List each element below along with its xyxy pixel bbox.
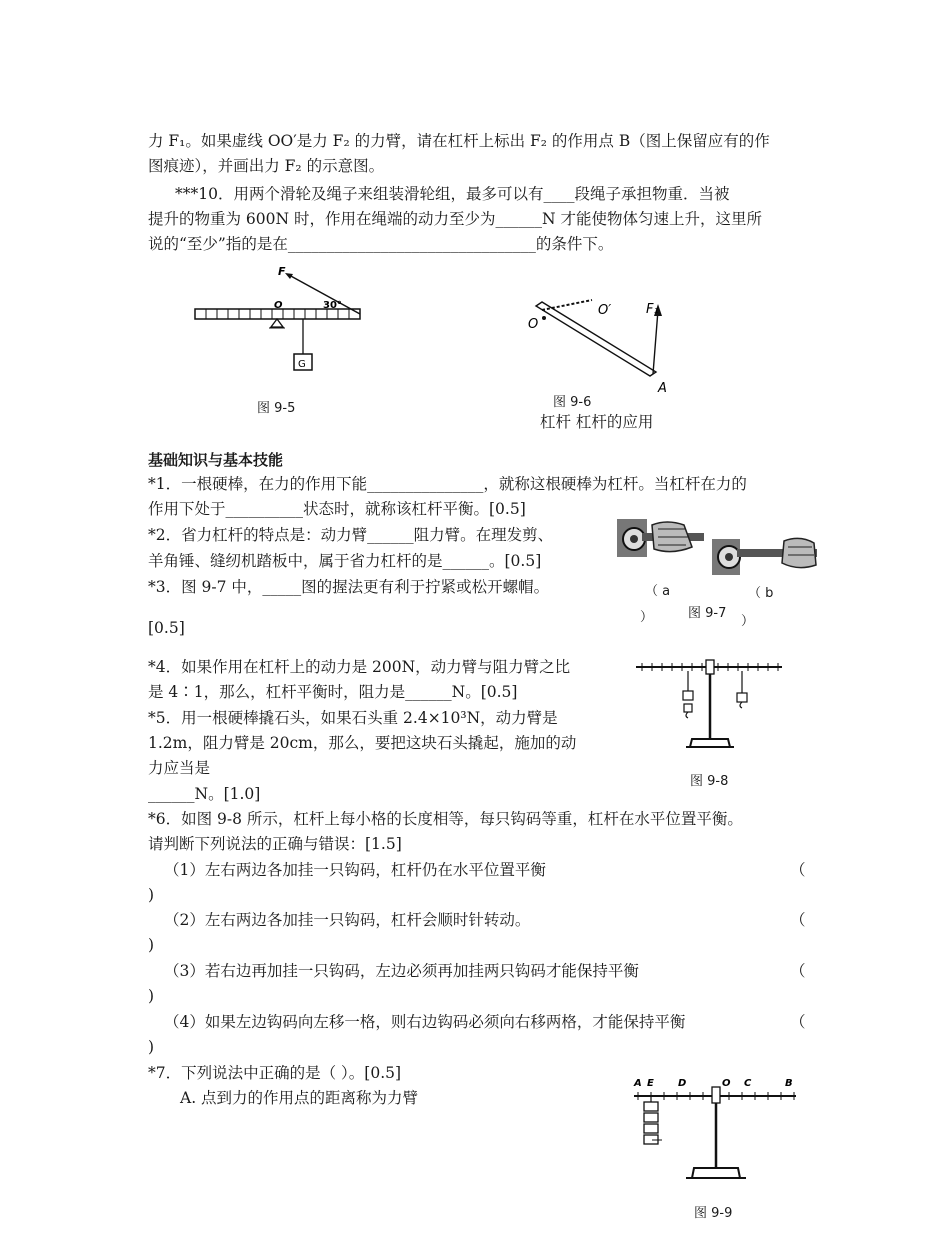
answer-paren-close: ) <box>148 1038 155 1056</box>
question-3: *3．图 9-7 中，_____图的握法更有利于拧紧或松开螺帽。 <box>148 578 550 596</box>
text-line: [0.5] <box>148 619 185 637</box>
text-line: 说的“至少”指的是在________________________________的条件下。 <box>148 235 614 253</box>
figure-caption: 图 9-6 <box>553 395 592 410</box>
angle-label: 30° <box>323 300 342 311</box>
figure-caption: 图 9-5 <box>257 401 296 416</box>
question-4: *4．如果作用在杠杆上的动力是 200N，动力臂与阻力臂之比 <box>148 658 571 676</box>
figure-caption: 图 9-9 <box>694 1206 733 1221</box>
figure-label-b: （ b <box>748 586 774 601</box>
figure-9-6-lever <box>522 288 672 398</box>
point-label-c: C <box>744 1078 752 1089</box>
figure-9-7-wrenches <box>612 515 824 579</box>
statement-item: （4）如果左边钩码向左移一格，则右边钩码必须向右移两格，才能保持平衡 <box>164 1013 686 1031</box>
text-line: 请判断下列说法的正确与错误：[1.5] <box>148 835 402 853</box>
text-line: 1.2m，阻力臂是 20cm，那么，要把这块石头撬起，施加的动 <box>148 734 577 752</box>
statement-item: （1）左右两边各加挂一只钩码，杠杆仍在水平位置平衡 <box>164 861 546 879</box>
answer-paren-close: ) <box>148 886 155 904</box>
text-line: 提升的物重为 600N 时，作用在绳端的动力至少为______N 才能使物体匀速上升，这里所 <box>148 210 762 228</box>
figure-label-a: （ a <box>645 584 671 599</box>
answer-paren-open: （ <box>790 962 806 980</box>
figure-caption: 图 9-7 <box>688 606 727 621</box>
question-2: *2．省力杠杆的特点是：动力臂______阻力臂。在理发剪、 <box>148 526 554 544</box>
question-5: *5．用一根硬棒撬石头，如果石头重 2.4×10³N，动力臂是 <box>148 709 558 727</box>
answer-paren-close: ) <box>148 936 155 954</box>
figure-9-8-balance-lever <box>632 655 787 755</box>
section-heading: 基础知识与基本技能 <box>148 451 284 469</box>
weight-label: G <box>298 359 306 370</box>
question-10: ***10．用两个滑轮及绳子来组装滑轮组，最多可以有____段绳子承担物重．当被 <box>175 185 730 203</box>
point-label-b: B <box>785 1078 793 1089</box>
question-1: *1．一根硬棒，在力的作用下能_______________，就称这根硬棒为杠杆。当杠杆在力的 <box>148 475 747 493</box>
answer-paren-open: （ <box>790 1013 806 1031</box>
point-label-d: D <box>678 1078 687 1089</box>
text-line: 力 F₁。如果虚线 OO′是力 F₂ 的力臂，请在杠杆上标出 F₂ 的作用点 B（图上保留应有的作 <box>148 132 770 150</box>
figure-9-5-lever <box>185 262 365 377</box>
arm-end-label: O′ <box>598 303 612 318</box>
figure-caption: 图 9-8 <box>690 774 729 789</box>
pivot-label: O <box>274 300 283 311</box>
question-7: *7．下列说法中正确的是（ ）。[0.5] <box>148 1064 402 1082</box>
point-label-o: O <box>722 1078 731 1089</box>
text-line: ______N。[1.0] <box>148 785 261 803</box>
text-line: 羊角锤、缝纫机踏板中，属于省力杠杆的是______。[0.5] <box>148 552 542 570</box>
figure-label-b-close: ） <box>741 614 755 629</box>
answer-paren-open: （ <box>790 861 806 879</box>
figure-9-9-lever <box>630 1072 802 1184</box>
text-line: 图痕迹），并画出力 F₂ 的示意图。 <box>148 157 385 175</box>
pivot-label: O <box>528 317 539 332</box>
force-label: F <box>278 265 286 278</box>
option-a: A. 点到力的作用点的距离称为力臂 <box>180 1089 419 1107</box>
question-6: *6．如图 9-8 所示，杠杆上每小格的长度相等，每只钩码等重，杠杆在水平位置平衡。 <box>148 810 743 828</box>
figure-label-a-close: ） <box>640 610 654 625</box>
force-label: F₁ <box>646 302 659 317</box>
statement-item: （2）左右两边各加挂一只钩码，杠杆会顺时针转动。 <box>164 911 531 929</box>
answer-paren-open: （ <box>790 911 806 929</box>
text-line: 作用下处于__________状态时，就称该杠杆平衡。[0.5] <box>148 500 526 518</box>
answer-paren-close: ) <box>148 987 155 1005</box>
text-line: 是 4∶1，那么，杠杆平衡时，阻力是______N。[0.5] <box>148 683 518 701</box>
statement-item: （3）若右边再加挂一只钩码，左边必须再加挂两只钩码才能保持平衡 <box>164 962 639 980</box>
section-subtitle: 杠杆 杠杆的应用 <box>540 413 654 431</box>
text-line: 力应当是 <box>148 759 211 777</box>
end-a-label: A <box>658 381 667 396</box>
point-label-a: A <box>634 1078 642 1089</box>
point-label-e: E <box>647 1078 654 1089</box>
